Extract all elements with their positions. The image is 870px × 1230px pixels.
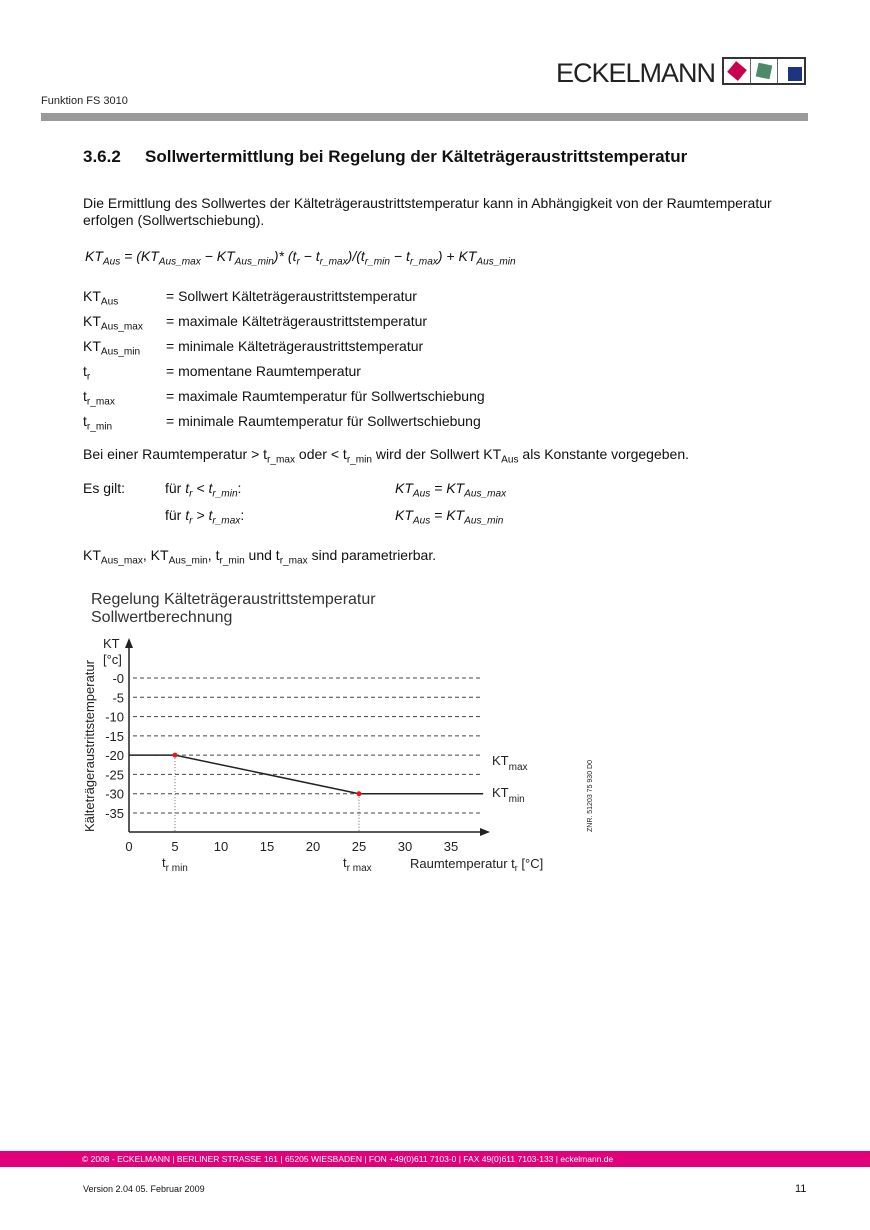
text-fragment: wird der Sollwert KT	[372, 446, 502, 462]
text-fragment: Aus_min	[100, 346, 141, 358]
text-fragment: KT	[458, 248, 477, 264]
param-note	[83, 547, 437, 567]
definition-row	[83, 388, 485, 408]
text-fragment: t	[162, 855, 166, 870]
condition-right	[395, 507, 504, 527]
definition-row	[83, 288, 417, 308]
text-fragment: = minimale Kälteträgeraustrittstemperatur	[166, 338, 424, 354]
x-tick-label: 35	[443, 839, 459, 854]
text-fragment: = (	[120, 248, 141, 264]
text-fragment: KT	[85, 248, 103, 264]
text-fragment: KT	[83, 288, 101, 304]
text-fragment: r_min	[219, 555, 245, 567]
text-fragment: t	[83, 388, 87, 404]
text-fragment: = KT	[430, 480, 465, 496]
text-fragment: Bei einer Raumtemperatur > t	[83, 446, 268, 462]
y-tick-label: -25	[105, 767, 124, 783]
text-fragment: −	[200, 248, 217, 264]
x-tick-label: 20	[305, 839, 321, 854]
text-fragment: r_min	[86, 421, 113, 433]
text-fragment: KT	[492, 785, 509, 800]
text-fragment: Aus	[412, 488, 431, 500]
text-fragment: − t	[299, 248, 320, 264]
text-fragment: sind parametrierbar.	[307, 547, 437, 563]
y-tick-label: -20	[105, 748, 124, 764]
intro-line-2: erfolgen (Sollwertschiebung).	[83, 212, 265, 228]
text-fragment: > t	[192, 507, 213, 523]
text-fragment: )* (t	[273, 248, 297, 264]
text-fragment: t	[185, 507, 190, 523]
chart-subtitle: Sollwertberechnung	[91, 609, 233, 626]
text-fragment: KT	[395, 507, 413, 523]
x-axis-arrow-icon	[480, 828, 490, 836]
section-title: Sollwertermittlung bei Regelung der Kälteträgeraustrittstemperatur	[145, 147, 688, 166]
text-fragment: min	[508, 794, 525, 805]
text-fragment: Aus	[501, 454, 519, 466]
function-label: Funktion FS 3010	[41, 95, 128, 107]
text-fragment: max	[508, 762, 528, 773]
text-fragment: KT	[216, 248, 235, 264]
condition-left	[165, 480, 242, 500]
section-heading	[83, 147, 687, 167]
text-fragment: r	[189, 488, 193, 500]
conditions-label: Es gilt:	[83, 480, 126, 496]
text-fragment: :	[240, 507, 245, 523]
y-unit: [°c]	[103, 652, 122, 667]
text-fragment: r	[296, 256, 300, 268]
version-info: Version 2.04 05. Februar 2009	[83, 1184, 205, 1194]
text-fragment: KT	[492, 753, 509, 768]
text-fragment: :	[237, 480, 242, 496]
text-fragment: r	[189, 515, 193, 527]
text-fragment: r_min	[364, 256, 390, 268]
condition-right	[395, 480, 507, 500]
x-axis-label	[410, 856, 543, 873]
text-fragment: = Sollwert Kälteträgeraustrittstemperatur	[166, 288, 417, 304]
setpoint-chart	[80, 630, 600, 880]
text-fragment: = KT	[430, 507, 465, 523]
text-fragment: r_max	[279, 555, 308, 567]
text-fragment: = minimale Raumtemperatur für Sollwertschiebung	[166, 413, 481, 429]
text-fragment: = maximale Raumtemperatur für Sollwertschiebung	[166, 388, 485, 404]
y-unit-top: KT	[103, 636, 120, 651]
text-fragment: t	[343, 855, 347, 870]
logo-icon	[722, 57, 806, 85]
text-fragment: Aus_min	[234, 256, 274, 268]
text-fragment: oder < t	[295, 446, 347, 462]
definition-row	[83, 363, 361, 383]
kt-min-label	[492, 785, 525, 805]
text-fragment: Aus_max	[158, 256, 201, 268]
y-tick-label: -0	[112, 671, 124, 686]
text-fragment: r_max	[267, 454, 296, 466]
text-fragment: r_max	[409, 256, 438, 268]
definition-row	[83, 413, 481, 433]
y-tick-label: -15	[105, 728, 124, 744]
section-number: 3.6.2	[83, 147, 121, 166]
drawing-code: ZNR. 51203 75 930 D0	[587, 760, 594, 832]
text-fragment: KT	[83, 338, 101, 354]
text-fragment: Aus_max	[100, 555, 143, 567]
text-fragment: KT	[140, 248, 159, 264]
x-tick-label: 15	[259, 839, 275, 854]
text-fragment: t	[83, 363, 87, 379]
text-fragment: , KT	[142, 547, 169, 563]
text-fragment: r_max	[319, 256, 348, 268]
text-fragment: und t	[244, 547, 280, 563]
text-fragment: Aus_max	[100, 321, 143, 333]
text-fragment: r_min	[346, 454, 373, 466]
definition-row	[83, 313, 428, 333]
text-fragment: = maximale Kälteträgeraustrittstemperatur	[166, 313, 428, 329]
logo-wordmark: ECKELMANN	[556, 58, 716, 88]
text-fragment: )/(t	[347, 248, 365, 264]
text-fragment: Aus	[412, 515, 431, 527]
text-fragment: t	[185, 480, 190, 496]
tr-min-label	[162, 855, 188, 874]
text-fragment: − t	[389, 248, 410, 264]
y-tick-label: -5	[112, 690, 124, 706]
text-fragment: KT	[83, 313, 101, 329]
breakpoint-marker	[173, 753, 178, 758]
y-axis-arrow-icon	[125, 638, 133, 648]
chart-title: Regelung Kälteträgeraustrittstemperatur	[91, 591, 376, 608]
x-tick-label: 0	[125, 839, 133, 854]
footer-address-bar: © 2008 - ECKELMANN | BERLINER STRASSE 161 | 65205 WIESBADEN | FON +49(0)611 7103-0 | FAX 49(0)611 7103-133 | eckelmann.de	[0, 1151, 870, 1167]
header-divider	[41, 113, 808, 121]
x-tick-label: 30	[397, 839, 413, 854]
y-axis-label: Kälteträgeraustrittstemperatur	[82, 660, 97, 832]
kt-max-label	[492, 753, 528, 773]
text-fragment: r min	[165, 863, 188, 874]
definition-row	[83, 338, 424, 358]
y-tick-label: -35	[105, 805, 124, 821]
text-fragment: Aus	[100, 296, 119, 308]
text-fragment: KT	[83, 547, 101, 563]
text-fragment: r	[514, 863, 518, 873]
y-tick-label: -10	[105, 709, 124, 725]
text-fragment: KT	[395, 480, 413, 496]
y-tick-label: -30	[105, 786, 124, 802]
x-tick-label: 5	[171, 839, 179, 854]
text-fragment: , t	[207, 547, 220, 563]
text-fragment: Aus_min	[168, 555, 208, 567]
text-fragment: Aus_min	[476, 256, 516, 268]
page-number: 11	[795, 1183, 807, 1195]
text-fragment: für	[165, 507, 186, 523]
x-tick-label: 25	[351, 839, 367, 854]
x-tick-label: 10	[213, 839, 229, 854]
text-fragment: als Konstante vorgegeben.	[518, 446, 690, 462]
text-fragment: r_max	[212, 515, 241, 527]
intro-line-1: Die Ermittlung des Sollwertes der Kälteträgeraustrittstemperatur kann in Abhängigkeit von der Raumtemperatur	[83, 195, 772, 211]
text-fragment: Aus	[102, 256, 121, 268]
condition-left	[165, 507, 245, 527]
text-fragment: für	[165, 480, 186, 496]
breakpoint-marker	[357, 791, 362, 796]
text-fragment: Aus_max	[464, 488, 507, 500]
text-fragment: r_max	[86, 396, 115, 408]
tr-max-label	[343, 855, 372, 874]
text-fragment: Aus_min	[464, 515, 504, 527]
constant-note	[83, 446, 690, 466]
text-fragment: r max	[346, 863, 372, 874]
text-fragment: ) +	[437, 248, 459, 264]
text-fragment: r_min	[212, 488, 238, 500]
formula	[85, 248, 516, 268]
text-fragment: [°C]	[517, 856, 544, 871]
text-fragment: = momentane Raumtemperatur	[166, 363, 361, 379]
text-fragment: t	[83, 413, 87, 429]
text-fragment: r	[86, 371, 91, 383]
text-fragment: Raumtemperatur t	[410, 856, 515, 871]
text-fragment: < t	[192, 480, 213, 496]
